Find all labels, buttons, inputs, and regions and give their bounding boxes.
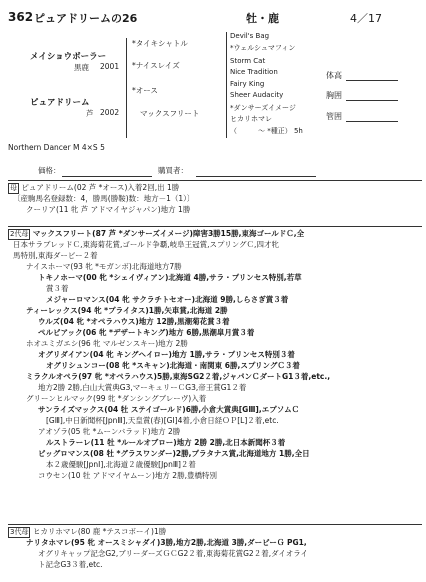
horse-name: ピュアドリームの26 [34,12,138,25]
ped-ddd-note: （ ～ *種正） 5h [230,127,303,135]
second-dam-line-14: 地方2勝 2勝,白山大賞典G3,マーキュリーＣG3,帝王賞G1２着 [38,383,247,392]
third-dam-line-2: オグリキャップ記念G2,ブリーダーズＧＣG2２着,東海菊花賞G2２着,ダイオライ [38,549,308,558]
third-dam-line-1: ナリタホマレ(95 牝 オースミシャダイ)3勝,地方2勝,北海道 3勝,ダービーＧ PG1, [26,538,307,547]
buyer-label: 購買者： [158,166,188,175]
ped-ssd: *ウェルシュマフィン [230,44,296,52]
sire-sire: *タイキシャトル [132,39,188,48]
dam-foal: クーリア(11 牝 芦 アドマイヤジャパン)地方 1勝 [26,205,191,214]
second-dam-line-2: 馬特別,東海ダービー２着 [13,251,98,260]
second-dam-line-21: 本２歳優駿[JpnⅠ],北海道２歳優駿[JpnⅢ]２着 [46,460,196,469]
sire-name: メイショウボーラー [30,52,107,62]
sire-dam: *ナイスレイズ [132,61,180,70]
dam-sire: *オース [132,86,158,95]
girth-label: 胸囲 [326,91,342,100]
second-dam-line-5: 賞３着 [46,284,69,293]
ped-dds: *ダンサーズイメージ [230,104,296,112]
second-dam-line-17: [GⅢ],中日新聞杯[JpnⅢ],天皇賞(春)[GⅠ]4着,小倉日経ＯＰ[L]２着,etc. [46,416,279,425]
second-dam-line-20: ビッグロマンス(08 牡 *グラスワンダー)2勝,プラタナス賞,北海道地方 1勝,全日 [38,449,310,458]
dam-name: ピュアドリーム [30,98,90,108]
height-label: 体高 [326,71,342,80]
ped-ddd: ヒカリホマレ [230,115,272,123]
second-dam-line-10: ホオユミガエシ(96 牝 マルゼンスキー)地方 2勝 [26,339,188,348]
dam-registration: 〔産駒馬名登録数：4，勝馬(勝鞍)数：地方－1（1）〕 [13,194,195,203]
second-dam-line-7: ティーレックス(94 牝 *プライタス)1勝,矢車賞,北海道 2勝 [26,306,228,315]
dam-dam: マックスフリート [140,109,200,118]
inbreeding: Northern Dancer M 4×S 5 [8,143,105,152]
sire-year: 2001 [100,62,120,71]
third-dam-tag: 3代母 [10,528,29,536]
second-dam-line-15: グリーンヒルマック(99 牝 *ダンシングブレーヴ)入着 [26,394,207,403]
ped-sss: Devil's Bag [230,32,270,40]
dam-tag: 母 [10,184,17,192]
second-dam-line-18: アオゾラ(05 牝 *ムーンバラッド)地方 2勝 [38,427,181,436]
second-dam-line-16: サンライズマックス(04 牡 ステイゴールド)6勝,小倉大賞典[GⅢ],エプソムＣ [38,405,300,414]
second-dam-line-6: メジャーロマンス(04 牝 サクラチトセオー)北海道 9勝,しらさぎ賞３着 [46,295,289,304]
dam-year: 2002 [100,108,120,117]
third-dam-line-3: ト記念G3３着,etc. [38,560,103,569]
price-label: 価格： [38,166,61,175]
second-dam-line-1: 日本サラブレッドＣ,東海菊花賞,ゴールド争覇,岐阜王冠賞,スプリングＣ,四才牝 [13,240,279,249]
ped-sdd: Nice Tradition [230,68,278,76]
second-dam-line-4: トキノホーマ(00 牝 *シェイヴィアン)北海道 4勝,サラ・プリンセス特別,若草 [38,273,302,282]
birth-date: 4／17 [350,12,382,25]
second-dam-line-19: ルストラーレ(11 牡 *ルールオブロー)地方 2勝 2勝,北日本新聞杯３着 [46,438,286,447]
second-dam-line-22: コウセン(10 牡 アドマイヤムーン)地方 2勝,豊橋特別 [38,471,217,480]
sire-color: 黒鹿 [74,63,89,72]
second-dam-line-8: ウルズ(04 牝 *オペラハウス)地方 12勝,黒潮菊花賞３着 [38,317,230,326]
dam-summary: ピュアドリーム(02 芦 *オース)入着2回,出 1勝 [21,183,180,192]
second-dam-line-0: マックスフリート(87 芦 *ダンサーズイメージ)障害3勝15勝,東海ゴールドＣ,全 [32,229,305,238]
second-dam-line-3: ナイスホーマ(93 牝 *モガンボ)北海道地方7勝 [26,262,182,271]
sex-color: 牡・鹿 [246,12,279,25]
ped-dss: Fairy King [230,80,265,88]
second-dam-line-11: オグリダイアン(04 牝 キングヘイロー)地方 1勝,サラ・プリンセス特別３着 [38,350,295,359]
entry-number: 362 [8,10,34,24]
second-dam-line-9: ペルビアック(06 牝 *デザートキング)地方 6勝,黒潮皐月賞３着 [38,328,255,337]
second-dam-line-12: オグリシュンコー(08 牝 *スキャン)北海道・南関東 6勝,スプリングＣ３着 [46,361,300,370]
third-dam-line-0: ヒカリホマレ(80 鹿 *テスコボーイ)1勝 [32,527,167,536]
ped-dsd: Sheer Audacity [230,91,284,99]
second-dam-line-13: ミラクルオペラ(97 牝 *オペラハウス)5勝,東海SG2２着,ジャパンＣダートG1３着,etc., [26,372,331,381]
ped-sds: Storm Cat [230,57,266,65]
cannon-label: 管囲 [326,112,342,121]
dam-color: 芦 [86,109,94,118]
second-dam-tag: 2代母 [10,230,29,238]
